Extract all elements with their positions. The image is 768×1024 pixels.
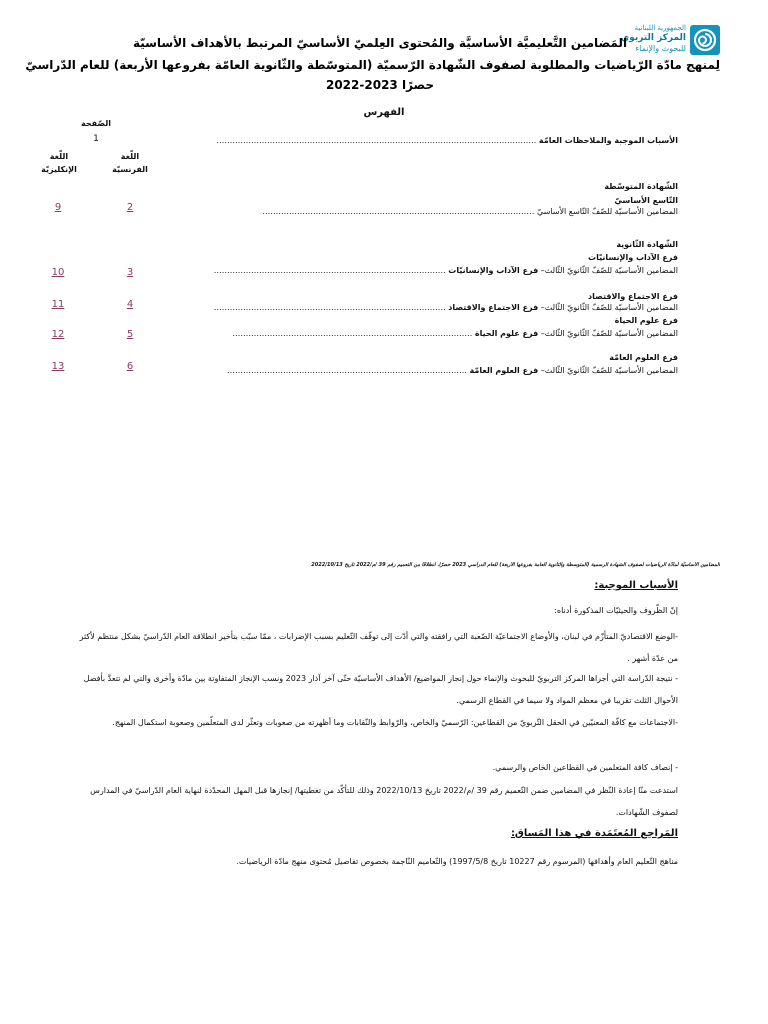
reason-paragraph-2: - نتيجة الدّراسة التي أجراها المركز التربويّ للبحوث والإنماء حول إنجاز المواضيع/ الأهداف الأساسيّة حتّى آخر آذار 2023 ونسب الإنجاز المتفاوتة بين مادّة وأخرى والتي لم تتعدَّ بأفضل الأحوال الثلث تقريبا في معظم المواد ولا سيما في القطاع الرسمي. (83, 674, 678, 705)
toc-entry-text: المضامين الأساسيّة للصّفّ الثّانويّ الثّالث– (538, 366, 678, 375)
toc-entry-branch: فرع الاجتماع والاقتصاد (448, 303, 539, 312)
section-title-reasons: الأسباب الموجبة: (594, 580, 678, 591)
subheading-grade9: التّاسع الأساسيّ (614, 196, 678, 205)
english-page-link-sociology-economics[interactable]: 11 (51, 299, 65, 310)
toc-entry-branch: فرع العلوم العامّة (469, 366, 539, 375)
index-title: الفهرس (363, 107, 405, 118)
subheading-general-sciences: فرع العلوم العامّة (609, 353, 678, 362)
toc-entry-branch: فرع علوم الحياة (474, 329, 539, 338)
french-page-link-life-sciences[interactable]: 5 (126, 329, 134, 340)
english-col-label-2: الإنكليزيّة (41, 165, 77, 174)
logo-line-2: المركز التربوي (620, 33, 686, 43)
toc-leader-dots: …………………………………………………………………………… (213, 303, 446, 312)
toc-leader-dots: ………………………………………………………………………………………………………… (216, 136, 537, 145)
toc-entry-general-sciences[interactable] (227, 366, 678, 375)
logo-line-1: الجمهورية اللبنانية (634, 24, 686, 32)
page-column-header: الصّفحة (80, 119, 111, 128)
toc-page-number: 1 (93, 134, 99, 144)
reason-paragraph-3: -الاجتماعات مع كافّة المعنيّين في الحقل التّربويّ من القطاعين: الرّسميّ والخاص، والرّوابط والنّقابات وما أظهرته من صعوبات وتعثّر لدى المتعلّمين وصعوبة استكمال المنهج. (112, 718, 678, 727)
reason-paragraph-5: استدعت منّا إعادة النّظر في المضامين ضمن التّعميم رقم 39 /م/2022 تاريخ 2022/10/13 وذلك للتأكّد من تغطيتها/ إنجازها قبل المهل المحدّدة لنهاية العام الدّراسيّ في المدارس لصفوف الشّهادات. (90, 786, 678, 817)
english-column-header (34, 150, 84, 176)
toc-entry-text: المضامين الأساسيّة للصّفّ التّاسع الأساسيّ (536, 207, 678, 216)
page-title-line-3: 2022-2023 حصرًا (325, 78, 435, 92)
toc-entry-humanities[interactable] (214, 266, 678, 275)
section-heading-secondary: الشّهادة الثّانوية (616, 240, 678, 249)
toc-entry-sociology-economics[interactable] (214, 303, 678, 312)
toc-leader-dots: ……………………………………………………………………………… (232, 329, 473, 338)
toc-entry-life-sciences[interactable] (232, 329, 678, 338)
toc-leader-dots: ………………………………………………………………………………………… (262, 207, 535, 216)
french-page-link-sociology-economics[interactable]: 4 (126, 299, 134, 310)
french-page-link-grade9[interactable]: 2 (126, 202, 134, 213)
page-title-line-1: المَضامين التَّعليميَّة الأساسيَّة والمُحتوى العِلميّ الأساسيّ المرتبط بالأهداف الأساسيّة (132, 36, 628, 50)
reason-paragraph-4: - إنصاف كافة المتعلمين في القطاعين الخاص والرسمي. (492, 763, 678, 772)
english-page-link-grade9[interactable]: 9 (54, 202, 62, 213)
toc-leader-dots: …………………………………………………………………………… (213, 266, 446, 275)
french-col-label-2: الفرنسيّة (112, 165, 148, 174)
toc-entry-grade9[interactable] (262, 207, 678, 216)
page-title-line-2: لِمنهج مادّة الرّياضيات والمطلوبة لصفوف الشّهادة الرّسميّة (المتوسّطة والثّانوية العامّة بفروعها الأربعة) للعام الدّراسيّ (25, 58, 720, 72)
french-page-link-humanities[interactable]: 3 (126, 267, 134, 278)
subheading-life-sciences: فرع علوم الحياة (614, 316, 678, 325)
logo-line-3: للبحوث والإنماء (635, 44, 686, 53)
english-page-link-life-sciences[interactable]: 12 (51, 329, 65, 340)
french-page-link-general-sciences[interactable]: 6 (126, 361, 134, 372)
references-text: مناهج التّعليم العام وأهدافها (المرسوم رقم 10227 تاريخ 1997/5/8) والتّعاميم النّاجمة بخصوص تفاصيل مُحتوى منهج مادّة الرياضيات. (236, 857, 678, 866)
toc-entry-general-notes[interactable] (216, 136, 678, 145)
english-col-label-1: اللّغة (49, 152, 69, 161)
toc-leader-dots: ……………………………………………………………………………… (226, 366, 467, 375)
toc-entry-branch: فرع الآداب والإنسانيّات (448, 266, 539, 275)
french-column-header (108, 150, 152, 176)
reason-paragraph-1: -الوضع الاقتصاديّ المتأزّم في لبنان، والأوضاع الاجتماعيّة الصّعبة التي رافقته والتي أدّت إلى توقّف التّعليم بسبب الإضرابات ، ممّا سبّب بتأخير انطلاقة العام الدّراسيّ بشكل منتظم لأكثر من عدّة أشهر . (79, 632, 678, 663)
running-header: المضامين الأساسيّة لمادّة الرياضيات لصفوف الشهادة الرسمية (المتوسطة والثانوية العامة بفروعها الأربعة) للعام الدراسي 2023 حصرًا، انطلاقًا من التعميم رقم 39 /م/2022 تاريخ 2022/10/13 (311, 562, 720, 568)
toc-entry-text: المضامين الأساسيّة للصّفّ الثّانويّ الثّالث– (538, 266, 678, 275)
english-page-link-humanities[interactable]: 10 (51, 267, 65, 278)
subheading-humanities: فرع الآداب والإنسانيّات (588, 253, 678, 262)
crdp-spiral-logo-icon (690, 25, 720, 55)
section-title-references: المَراجع المُعتَمَدة في هذا المَساق: (510, 828, 678, 839)
subheading-sociology-economics: فرع الاجتماع والاقتصاد (588, 292, 678, 301)
toc-entry-text: المضامين الأساسيّة للصّفّ الثّانويّ الثّالث– (538, 329, 678, 338)
english-page-link-general-sciences[interactable]: 13 (51, 361, 65, 372)
section-heading-intermediate: الشّهادة المتوسّطة (604, 182, 678, 191)
french-col-label-1: اللّغة (120, 152, 140, 161)
toc-entry-text: الأسباب الموجبة والملاحظات العامّة (538, 136, 678, 145)
intro-text: إنّ الظّروف والحيثيّات المذكورة أدناه: (554, 606, 678, 615)
toc-entry-text: المضامين الأساسيّة للصّفّ الثّانويّ الثّالث– (538, 303, 678, 312)
